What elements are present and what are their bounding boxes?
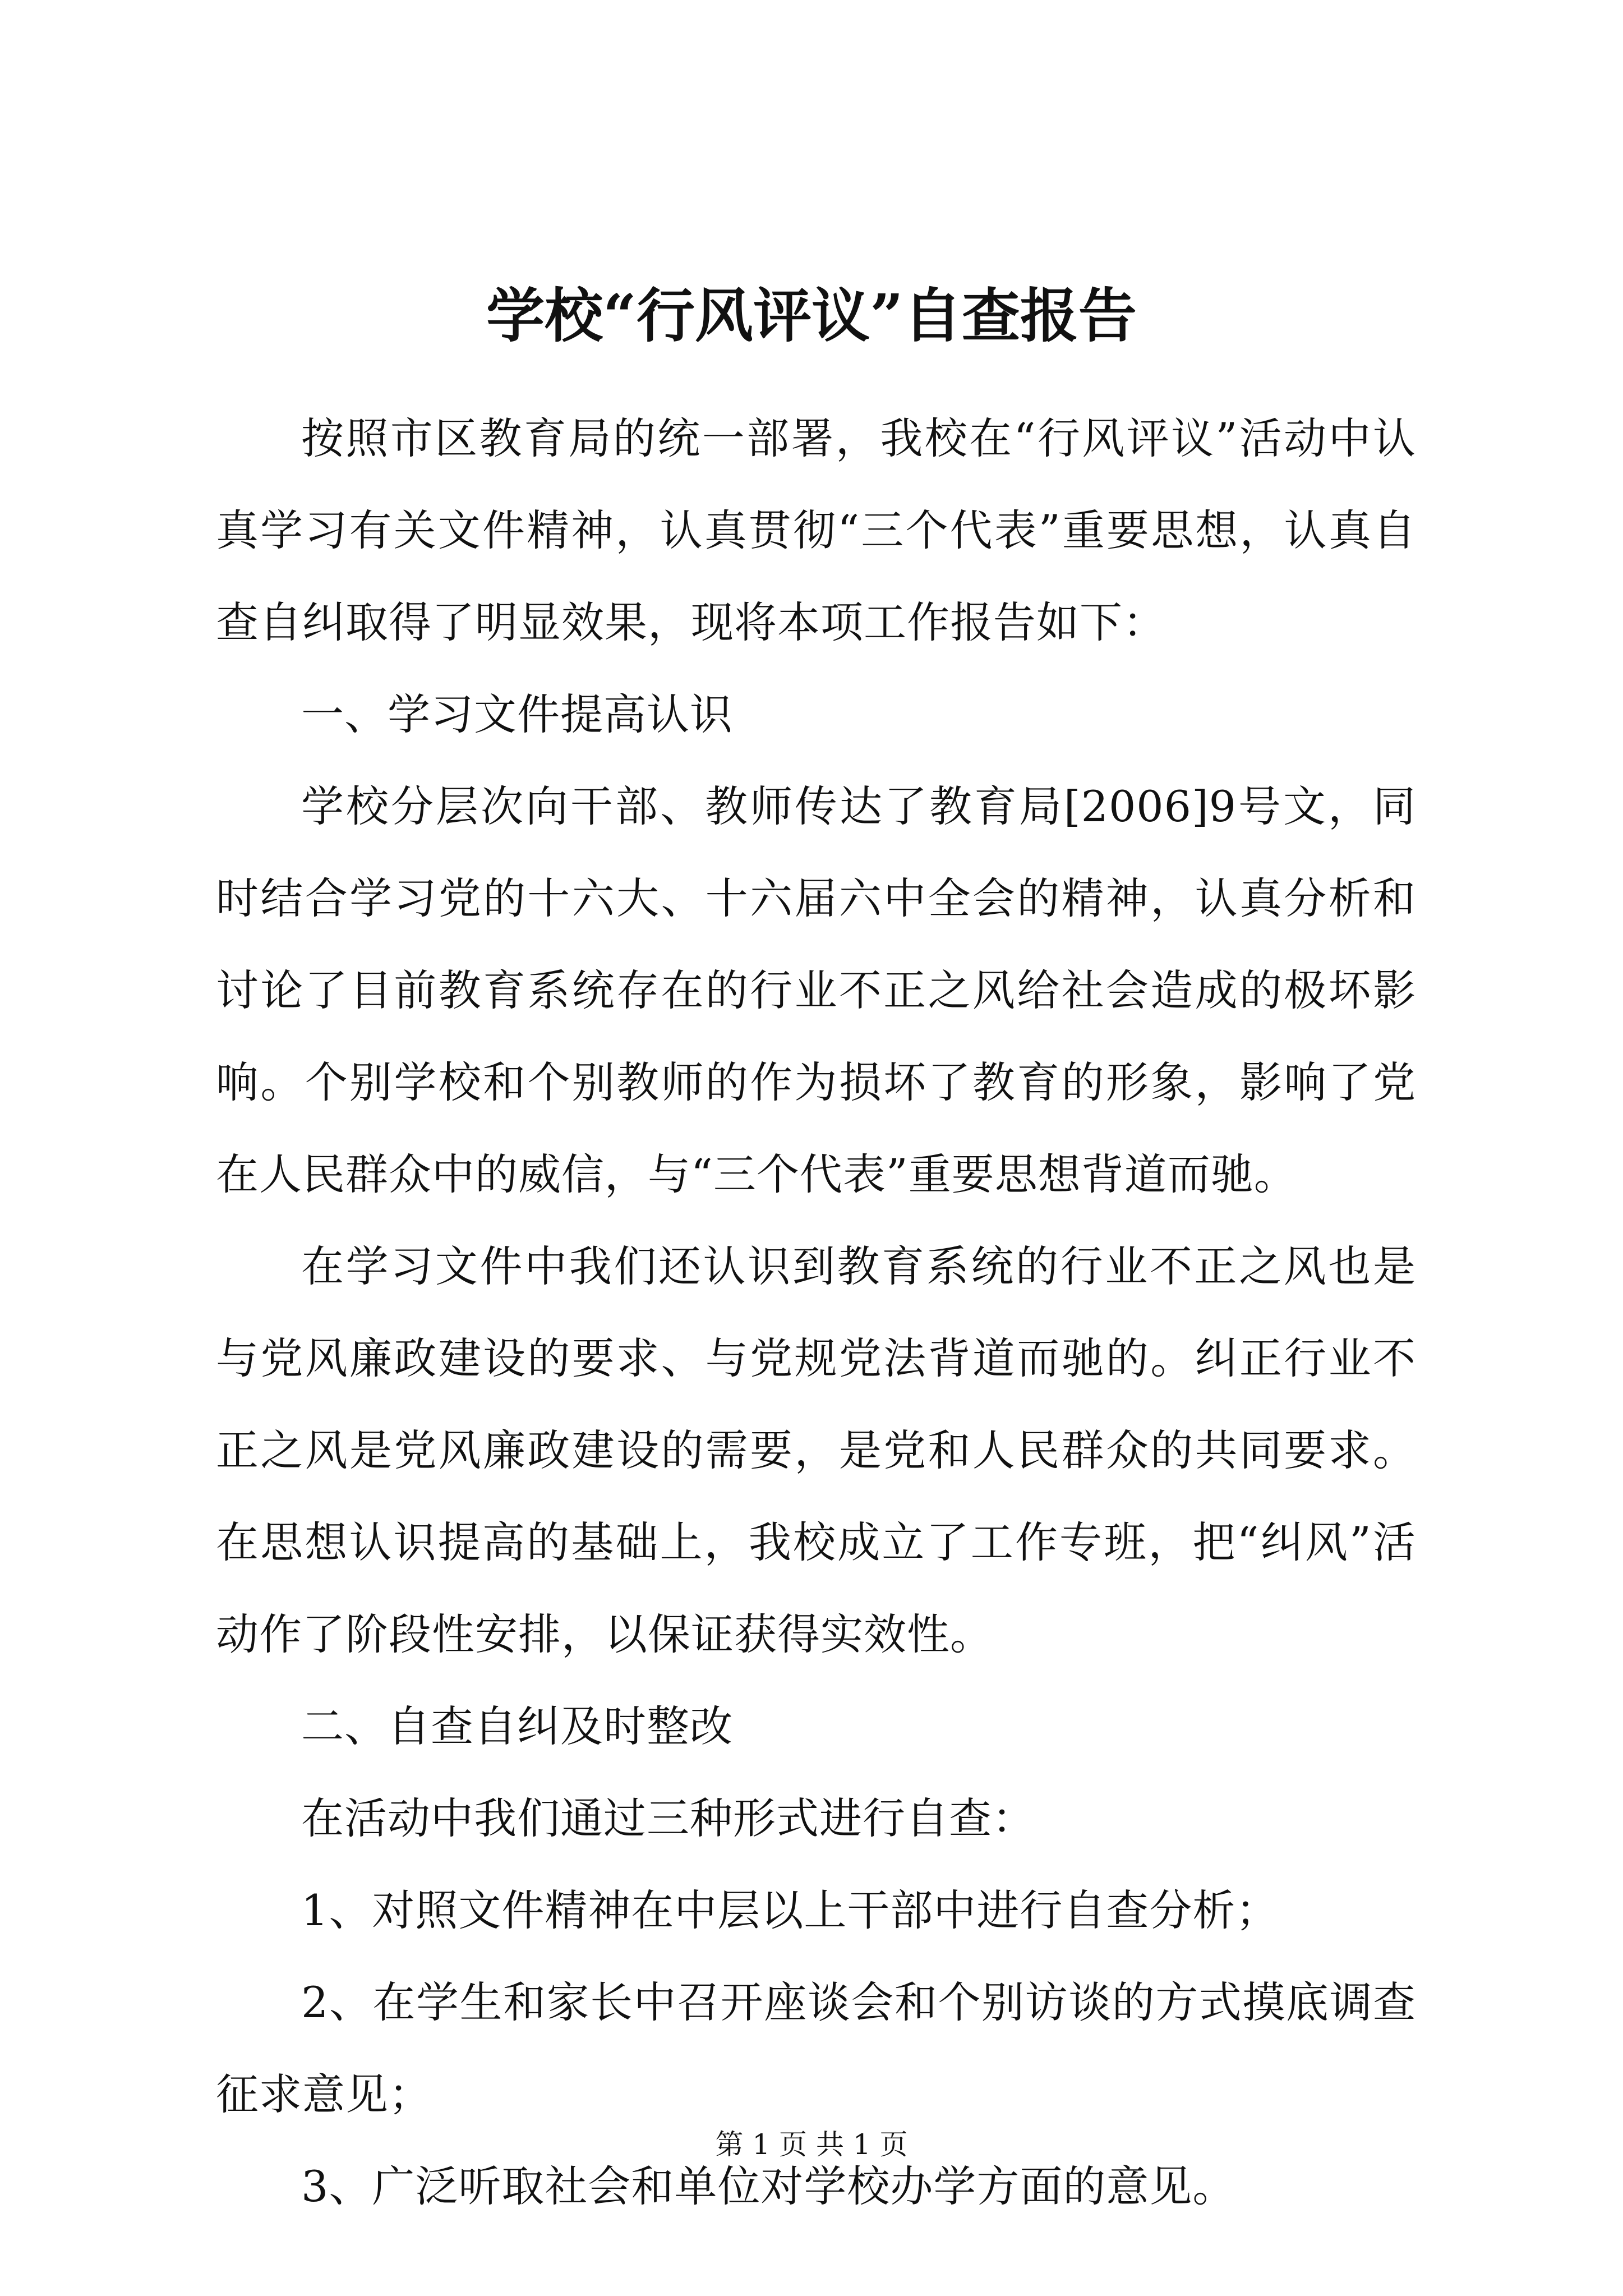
list-item: 3、广泛听取社会和单位对学校办学方面的意见。 <box>301 2161 1236 2211</box>
body-paragraph: 在活动中我们通过三种形式进行自查： <box>301 1793 1035 1843</box>
section-heading-1: 一、学习文件提高认识 <box>301 689 733 739</box>
list-item: 2、在学生和家长中召开座谈会和个别访谈的方式摸底调查征求意见； <box>216 1977 1416 2119</box>
list-item: 1、对照文件精神在中层以上干部中进行自查分析； <box>301 1885 1279 1935</box>
body-paragraph: 在学习文件中我们还认识到教育系统的行业不正之风也是与党风廉政建设的要求、与党规党法背道而驰的。纠正行业不正之风是党风廉政建设的需要，是党和人民群众的共同要求。在思想认识提高的基础上，我校成立了工作专班，把“纠风”活动作了阶段性安排，以保证获得实效性。 <box>216 1241 1416 1659</box>
document-body <box>216 393 1416 2233</box>
intro-paragraph: 按照市区教育局的统一部署，我校在“行风评议”活动中认真学习有关文件精神，认真贯彻“三个代表”重要思想，认真自查自纠取得了明显效果，现将本项工作报告如下： <box>216 413 1416 647</box>
page-footer: 第 1 页 共 1 页 <box>715 2128 908 2161</box>
section-heading-2: 二、自查自纠及时整改 <box>301 1701 733 1751</box>
body-paragraph: 学校分层次向干部、教师传达了教育局[2006]9号文，同时结合学习党的十六大、十六届六中全会的精神，认真分析和讨论了目前教育系统存在的行业不正之风给社会造成的极坏影响。个别学校和个别教师的作为损坏了教育的形象，影响了党在人民群众中的威信，与“三个代表”重要思想背道而驰。 <box>216 781 1416 1199</box>
document-title: 学校“行风评议”自查报告 <box>486 281 1137 350</box>
